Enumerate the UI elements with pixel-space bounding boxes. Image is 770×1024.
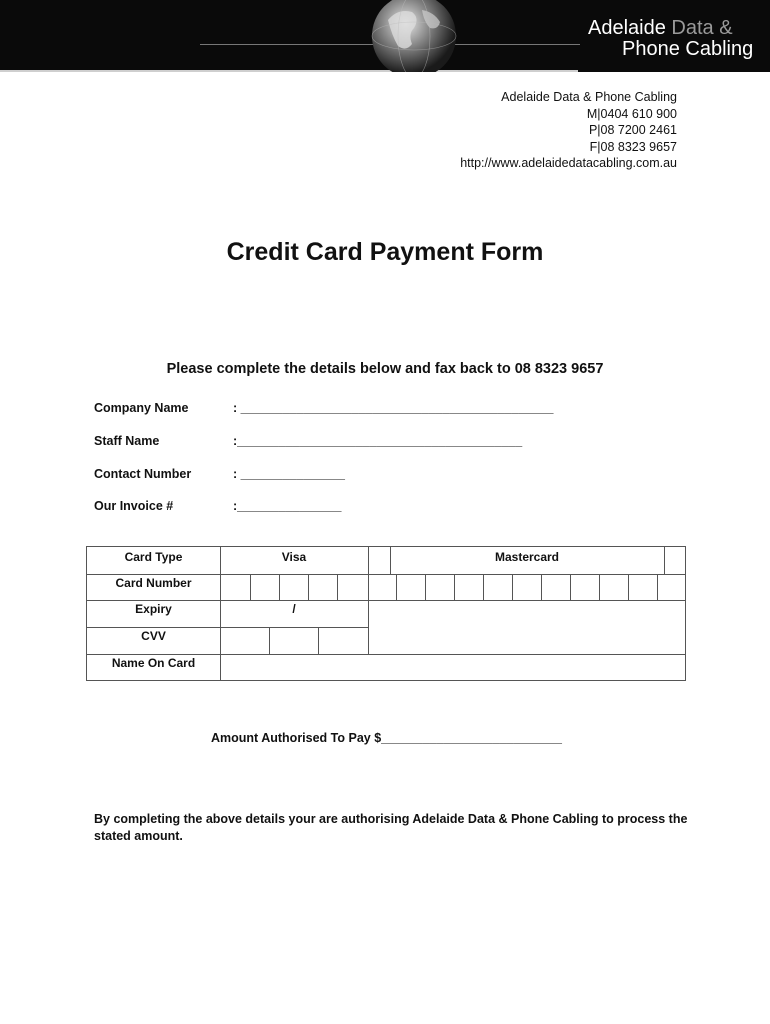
- digit-divider: [657, 574, 658, 600]
- mastercard-option[interactable]: Mastercard: [494, 550, 560, 564]
- card-number-label: Card Number: [115, 576, 192, 590]
- digit-divider: [396, 574, 397, 600]
- col-divider: [368, 547, 369, 654]
- contact-company: Adelaide Data & Phone Cabling: [501, 90, 677, 104]
- digit-divider: [308, 574, 309, 600]
- field-label: Our Invoice #: [94, 499, 174, 513]
- page-title: Credit Card Payment Form: [226, 238, 544, 266]
- brand-word-adelaide: Adelaide: [588, 17, 666, 39]
- digit-divider: [279, 574, 280, 600]
- visa-option[interactable]: Visa: [281, 550, 307, 564]
- field-label: Staff Name: [94, 434, 160, 448]
- cvv-divider: [269, 627, 270, 654]
- field-blank[interactable]: : _____________________________________________: [233, 401, 554, 415]
- row-divider: [87, 654, 685, 655]
- cvv-label: CVV: [141, 629, 166, 643]
- contact-phone: P|08 7200 2461: [588, 123, 677, 138]
- field-blank[interactable]: :_________________________________________: [233, 434, 523, 448]
- banner-underline: [0, 70, 578, 72]
- brand-logo-text: [588, 18, 753, 60]
- digit-divider: [541, 574, 542, 600]
- brand-word-data: Data &: [671, 17, 733, 39]
- amount-authorised[interactable]: Amount Authorised To Pay $__________________________: [211, 731, 562, 745]
- field-label: Company Name: [94, 401, 189, 415]
- cvv-divider: [318, 627, 319, 654]
- globe-icon: [368, 0, 460, 72]
- card-details-table: [86, 546, 686, 681]
- field-blank[interactable]: : _______________: [233, 467, 345, 481]
- digit-divider: [512, 574, 513, 600]
- field-label: Contact Number: [94, 467, 192, 481]
- expiry-separator: /: [292, 602, 296, 616]
- card-type-label: Card Type: [124, 550, 183, 564]
- digit-divider: [628, 574, 629, 600]
- digit-divider: [425, 574, 426, 600]
- digit-divider: [250, 574, 251, 600]
- col-divider: [664, 547, 665, 574]
- field-blank[interactable]: :_______________: [233, 499, 342, 513]
- row-divider: [87, 574, 685, 575]
- authorisation-statement: By completing the above details your are authorising Adelaide Data & Phone Cabling to process the stated amount.: [94, 812, 688, 843]
- contact-mobile: M|0404 610 900: [586, 106, 677, 121]
- digit-divider: [483, 574, 484, 600]
- instructions: Please complete the details below and fax back to 08 8323 9657: [166, 361, 604, 377]
- brand-line-2: Phone Cabling: [622, 38, 754, 60]
- header-banner: [0, 0, 770, 72]
- expiry-label: Expiry: [135, 602, 172, 616]
- contact-website[interactable]: http://www.adelaidedatacabling.com.au: [460, 156, 677, 171]
- contact-block: [460, 89, 677, 172]
- digit-divider: [570, 574, 571, 600]
- row-divider: [87, 600, 685, 601]
- digit-divider: [454, 574, 455, 600]
- row-divider: [87, 627, 368, 628]
- contact-fax: F|08 8323 9657: [589, 139, 677, 154]
- digit-divider: [337, 574, 338, 600]
- name-on-card-label: Name On Card: [111, 656, 196, 670]
- digit-divider: [599, 574, 600, 600]
